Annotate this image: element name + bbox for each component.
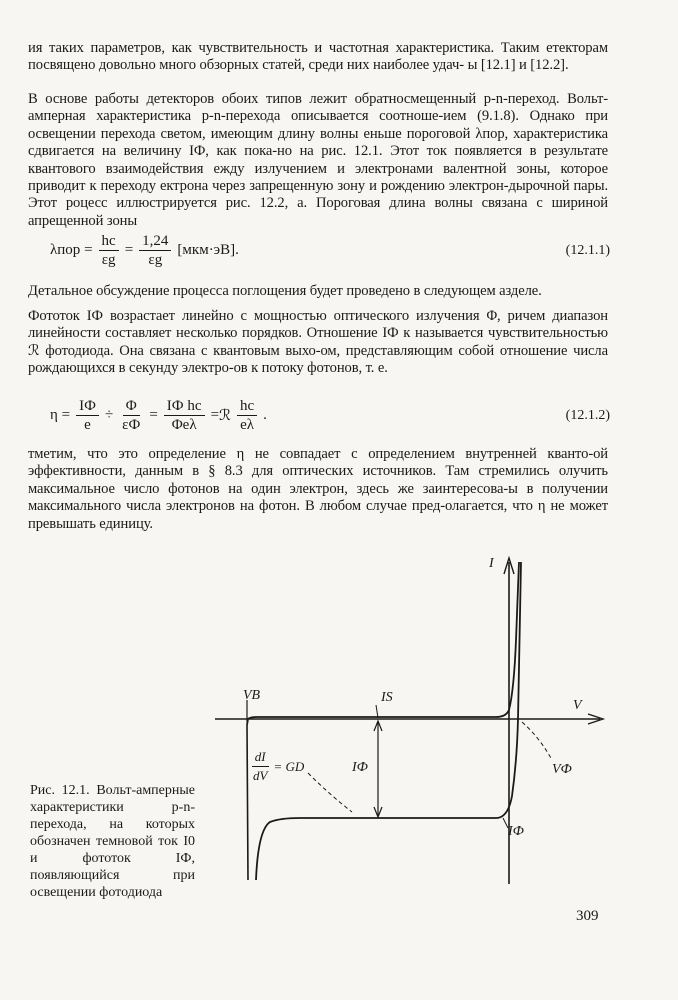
- vb-label: VB: [243, 688, 261, 703]
- v-axis-label: V: [573, 698, 582, 713]
- is-marker: [376, 705, 378, 718]
- eq2-equals-3: =: [210, 407, 220, 423]
- eq2-den1: e: [84, 417, 91, 433]
- figure-caption: Рис. 12.1. Вольт-амперные характеристики p-n-перехода, на которых обозначен темновой ток I0 и фототок IФ, появляющийся при освещении фотодиода: [30, 783, 195, 900]
- illuminated-iv-curve: [256, 562, 521, 880]
- eq2-equals: =: [57, 407, 71, 423]
- slope-rhs: = GD: [273, 758, 305, 774]
- i-axis-label: I: [489, 556, 494, 571]
- eq2-den4: eλ: [240, 417, 255, 433]
- eq2-number: (12.1.2): [565, 407, 610, 423]
- eq2-num2: Φ: [123, 397, 140, 416]
- eq2-den2: εФ: [122, 417, 141, 433]
- eq2-equals-2: =: [149, 407, 158, 423]
- iphi-curve-label: IФ: [508, 824, 524, 839]
- eq2-div: ÷: [104, 407, 114, 423]
- slope-frac: [250, 748, 270, 785]
- eq2-lhs: η: [50, 407, 58, 423]
- slope-num: dI: [252, 748, 269, 767]
- breakdown-branch: [247, 725, 248, 880]
- eq1-num1: hc: [99, 232, 119, 251]
- eq1-equals: =: [80, 242, 93, 258]
- paragraph-1: ия таких параметров, как чувствительность и частотная характеристика. Таким етекторам посвящено довольно много обзорных статей, среди них наиболее удач- ы [12.1] и [12.2].: [28, 40, 608, 74]
- slope-den: dV: [253, 768, 268, 783]
- slope-dashed-line: [308, 773, 352, 812]
- eq2-den3: Φeλ: [171, 417, 197, 433]
- eq1-lhs: λпор: [50, 242, 81, 258]
- eq1-number: (12.1.1): [565, 242, 610, 258]
- eq1-den1: εg: [101, 252, 116, 268]
- page-number: 309: [576, 908, 599, 924]
- slope-annotation: [250, 748, 304, 785]
- is-label: IS: [381, 690, 393, 705]
- paragraph-4: Фототок IФ возрастает линейно с мощностью оптического излучения Φ, ричем диапазон линейности составляет несколько порядков. Отношение IФ к называется чувствительностью ℛ фотодиода. Она связана с квантовым выхо-ом, представляющим собой отношение числа рождающихся в секунду электро-ов к потоку фотонов, т. е.: [28, 308, 608, 377]
- paragraph-2: В основе работы детекторов обоих типов лежит обратносмещенный p-n-переход. Вольт-амперная характеристика p-n-перехода описывается соотноше-ием (9.1.8). Однако при освещении перехода светом, имеющим длину волны еньше пороговой λпор, характеристика сдвигается на величину IФ, как пока-но на рис. 12.1. Этот ток появляется в результате квантового взаимодействия ежду излучением и электронами валентной зоны, которое приводит к переходу ектрона через запрещенную зону и рождению электрон-дырочной пары. Этот роцесс иллюстрируется рис. 12.2, а. Пороговая длина волны связана с шириной апрещенной зоны: [28, 91, 608, 229]
- paragraph-5: тметим, что это определение η не совпадает с определением внутренней кванто-ой эффективности, данным в § 8.3 для оптических источников. Там стремились олучить максимальное число фотонов на один электрон, здесь же заинтересова-ы в получении максимального числа электронов на фотон. В любом случае пред-олагается, что η не может превышать единицу.: [28, 446, 608, 532]
- eq2-period: .: [263, 407, 267, 423]
- eq1-num2: 1,24: [139, 232, 171, 251]
- vphi-dashed-line: [522, 722, 552, 760]
- eq2-num4: hc: [237, 397, 257, 416]
- eq2-num1: IФ: [76, 397, 99, 416]
- eq2-num3: IФ hc: [164, 397, 205, 416]
- vphi-label: VФ: [552, 762, 572, 777]
- eq1-equals-2: =: [124, 242, 134, 258]
- paragraph-3: Детальное обсуждение процесса поглощения будет проведено в следующем азделе.: [28, 283, 542, 299]
- iphi-mid-label: IФ: [352, 760, 368, 775]
- eq1-unit: [мкм·эВ].: [177, 242, 239, 258]
- eq1-den2: εg: [148, 252, 163, 268]
- eq2-mid: ℛ: [219, 408, 231, 424]
